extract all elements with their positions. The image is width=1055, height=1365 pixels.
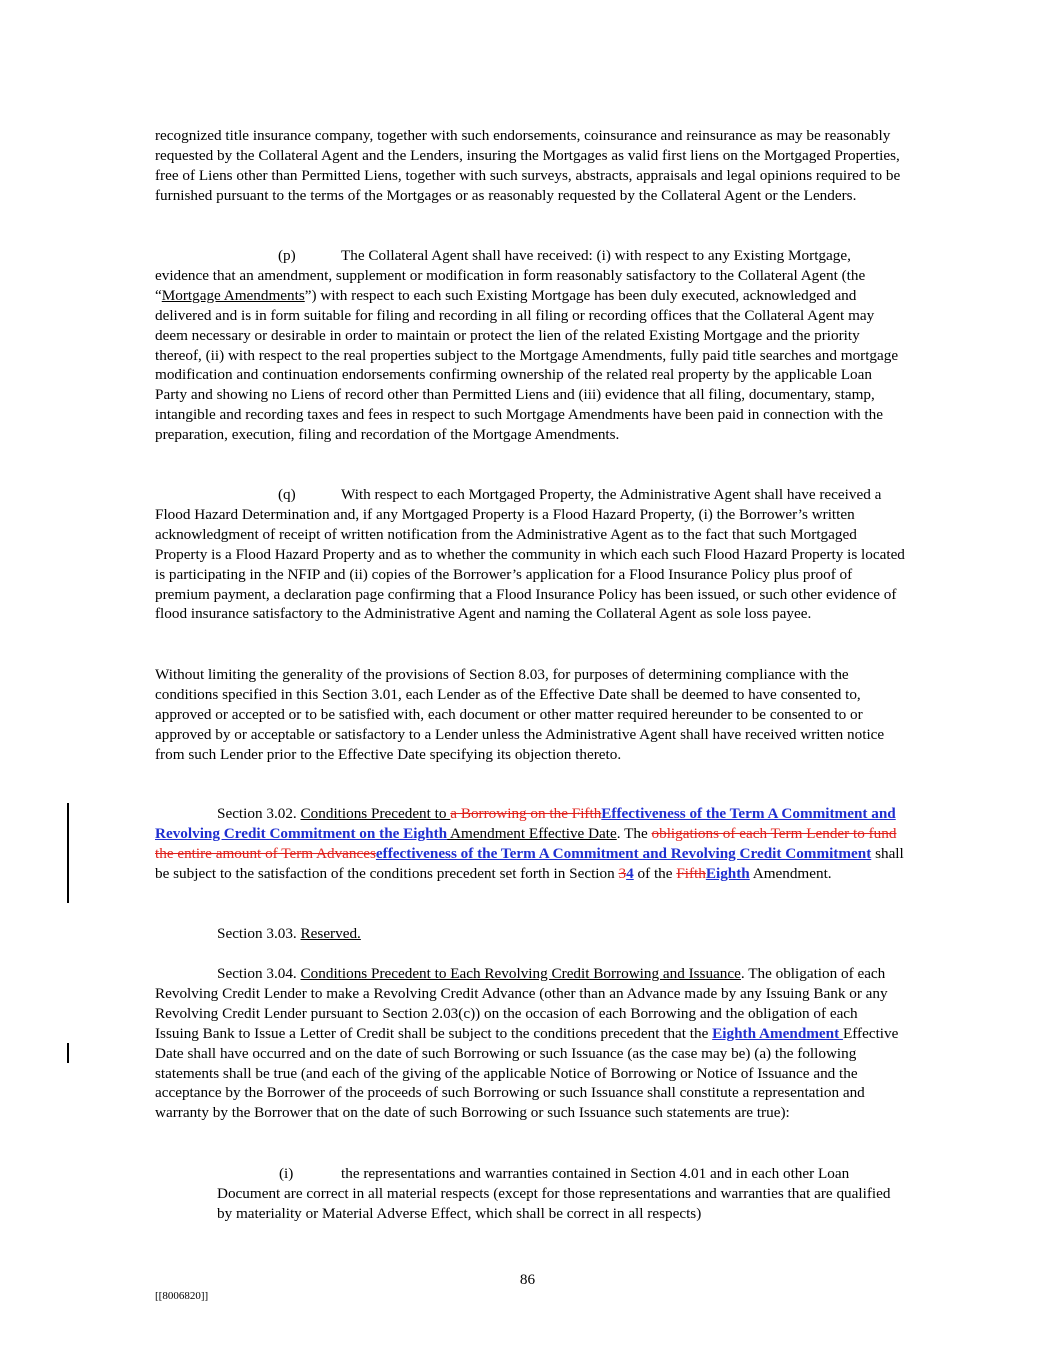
section-3-04-number: Section 3.04. [217,965,297,982]
paragraph-p [155,246,905,445]
change-bar [67,803,69,903]
section-3-02-title-b: Amendment Effective Date [447,824,617,842]
section-3-02-title-a: Conditions Precedent to [300,805,451,822]
section-3-02-text-3: of the [633,864,677,882]
defined-term-mortgage-amendments: Mortgage Amendments [161,286,305,304]
paragraph-p-marker: (p) [278,247,296,264]
deletion-3: 3 [618,864,627,882]
insertion-1: Effectiveness of the Term A Commitment and Revolving Credit Commitment on the Eighth [155,805,896,842]
section-3-03-number: Section 3.03. [217,925,297,942]
section-3-02 [155,804,905,884]
paragraph-without-limiting: Without limiting the generality of the provisions of Section 8.03, for purposes of determining compliance with the conditions specified in this Section 3.01, each Lender as of the Effective Date shall be deemed to have consented to, approved or accepted or to be satisfied with, each document or other matter required hereunder to be consented to or approved by or acceptable or satisfactory to a Lender unless the Administrative Agent shall have received written notice from such Lender prior to the Effective Date specifying its objection thereto. [155,666,885,763]
deletion-2: obligations of each Term Lender to fund the entire amount of Term Advances [155,824,897,862]
deletion-4: Fifth [676,864,706,882]
section-3-03 [155,924,905,944]
paragraph-q-text: With respect to each Mortgaged Property, the Administrative Agent shall have received a Flood Hazard Determination and, if any Mortgaged Property is a Flood Hazard Property, (i) the Borrower’s written acknowledgment of receipt of written notification from the Administrative Agent as to the fact that such Mortgaged Property is a Flood Hazard Property and as to whether the community in which each such Flood Hazard Property is located is participating in the NFIP and (ii) copies of the Borrower’s application for a Flood Insurance Policy plus proof of premium payment, a declaration page confirming that a Flood Insurance Policy has been issued, or such other evidence of flood insurance satisfactory to the Administrative Agent and naming the Collateral Agent as sole loss payee. [155,486,905,623]
insertion-5: Eighth Amendment [712,1024,843,1042]
paragraph-i-text: the representations and warranties contained in Section 4.01 and in each other Loan Document are correct in all material respects (except for those representations and warranties that are qualified by materiality or Material Adverse Effect, which shall be correct in all respects) [217,1165,891,1222]
paragraph-i-marker: (i) [279,1165,294,1182]
document-id: [[8006820]] [155,1290,209,1302]
change-bar [67,1043,69,1063]
section-3-02-text-2: shall be subject to the satisfaction of the conditions precedent set forth in Section [155,844,904,882]
section-3-03-title: Reserved. [300,925,361,942]
paragraph-title-insurance: recognized title insurance company, together with such endorsements, coinsurance and reinsurance as may be reasonably requested by the Collateral Agent and the Lenders, insuring the Mortgages as valid first liens on the Mortgaged Properties, free of Liens other than Permitted Liens, together with such surveys, abstracts, appraisals and legal opinions required to be furnished pursuant to the terms of the Mortgages or as reasonably requested by the Collateral Agent or the Lenders. [155,127,901,204]
section-3-02-number: Section 3.02. [217,805,297,822]
paragraph-i [217,1164,905,1224]
section-3-04-title: Conditions Precedent to Each Revolving Credit Borrowing and Issuance [300,965,741,982]
section-3-02-text-1: . The [616,824,652,842]
paragraph-q [155,485,905,624]
insertion-4: Eighth [705,864,750,882]
insertion-3: 4 [626,864,634,882]
section-3-02-text-4: Amendment. [749,864,832,882]
section-3-04-text-2: Effective Date shall have occurred and on the date of such Borrowing or such Issuance (as the case may be) (a) the following statements shall be true (and each of the giving of the applicable Notice of Borrowing or Notice of Issuance and the acceptance by the Borrower of the proceeds of such Borrowing or such Issuance shall constitute a representation and warranty by the Borrower that on the date of such Borrowing or such Issuance such statements are true): [155,1024,899,1122]
paragraph-p-text-a: The Collateral Agent shall have received: (i) with respect to any Existing Mortgage, evidence that an amendment, supplement or modification in form reasonably satisfactory to the Collateral Agent (the “ [155,247,866,304]
insertion-2: effectiveness of the Term A Commitment and Revolving Credit Commitment [375,844,872,862]
section-3-04 [155,964,905,1123]
paragraph-p-text-b: ”) with respect to each such Existing Mortgage has been duly executed, acknowledged and delivered and is in form suitable for filing and recording in all filing or recording offices that the Collateral Agent may deem necessary or desirable in order to maintain or protect the lien of the related Existing Mortgage and the priority thereof, (ii) with respect to the real properties subject to the Mortgage Amendments, fully paid title searches and mortgage modification and continuation endorsements confirming ownership of the related real property by the applicable Loan Party and showing no Liens of record other than Permitted Liens and (iii) evidence that all filing, documentary, stamp, intangible and recording taxes and fees in respect to such Mortgage Amendments have been paid in connection with the preparation, execution, filing and recordation of the Mortgage Amendments. [155,286,899,444]
deletion-1: a Borrowing on the Fifth [450,805,602,822]
page-number: 86 [519,1271,536,1288]
section-3-04-text-1: . The obligation of each Revolving Credit Lender to make a Revolving Credit Advance (other than an Advance made by any Issuing Bank or any Revolving Credit Lender pursuant to Section 2.03(c)) on the occasion of each Borrowing and the obligation of each Issuing Bank to Issue a Letter of Credit shall be subject to the conditions precedent that the [155,965,888,1042]
paragraph-q-marker: (q) [278,486,296,503]
